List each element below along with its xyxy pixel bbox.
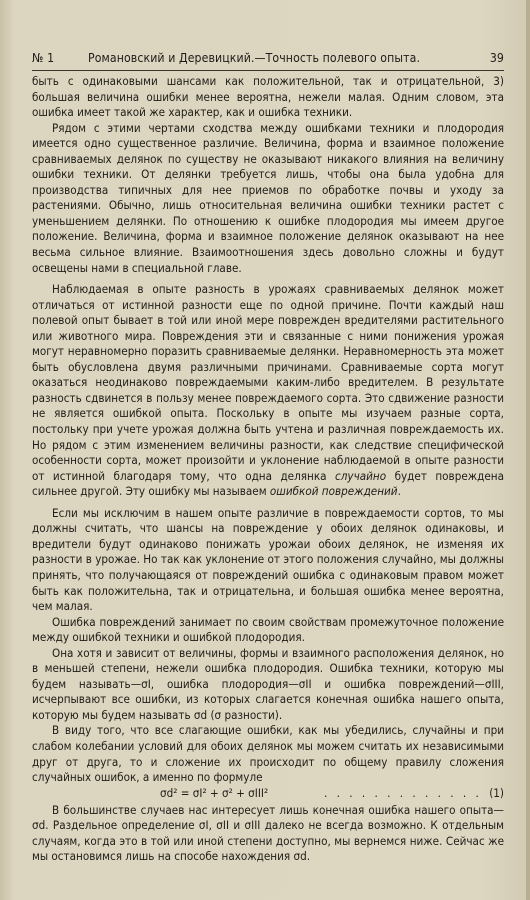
paragraph: Ошибка повреждений занимает по своим свойствам промежуточное положение между ошибкой техники и ошибкой плодородия.: [32, 614, 504, 645]
running-title: Романовский и Деревицкий.—Точность полевого опыта.: [88, 51, 421, 65]
issue-number: № 1: [32, 51, 55, 65]
paragraph: Она хотя и зависит от величины, формы и взаимного расположения делянок, но в меньшей степени, нежели ошибка плодородия. Ошибка техники, которую мы будем называть—σI, ошибка плодородия—σII и ошибка повреждений—σIII, исчерпывают все ошибки, из которых слагается конечная ошибка нашего опыта, которую мы будем называть σd (σ разности).: [32, 645, 504, 722]
paragraph-text: .: [397, 484, 401, 499]
body-text: [32, 74, 504, 865]
page-number: 39: [489, 51, 504, 65]
formula-expression: σd² = σI² + σ² + σIII²: [160, 785, 269, 800]
running-header: [32, 48, 504, 71]
formula-number: (1): [489, 785, 504, 800]
paragraph: Если мы исключим в нашем опыте различие в повреждаемости сортов, то мы должны считать, что шансы на повреждение у обоих делянок одинаковы, и вредители будут одинаково понижать урожаи обоих делянок, не изменяя их разности в урожае. Но так как уклонение от этого положения случайно, мы должны принять, что получающаяся от повреждений ошибка с одинаковым правом может быть как положительна, так и отрицательна, и большая ошибка менее вероятна, чем малая.: [32, 505, 504, 614]
paragraph: В виду того, что все слагающие ошибки, как мы убедились, случайны и при слабом колебании условий для обоих делянок мы можем считать их независимыми друг от друга, то и сложение их происходит по общему правилу сложения случайных ошибок, а именно по формуле: [32, 723, 504, 785]
paragraph-text: будет повреждена сильнее другой. Эту ошибку мы называем: [32, 468, 504, 499]
formula-dots: . . . . . . . . . . . . .: [324, 785, 482, 800]
paragraph-text: Наблюдаемая в опыте разность в урожаях сравниваемых делянок может отличаться от истинной разности еще по одной причине. Почти каждый наш полевой опыт бывает в той или иной мере поврежден вредителями растительного или животного мира. Повреждения эти и связанные с ними понижения урожая могут неравномерно поразить сравниваемые делянки. Неравномерность эта может быть обусловлена двумя различными причинами. Сравниваемые сорта могут оказаться неодинаково повреждаемыми каким-либо вредителем. В результате разность сдвинется в пользу менее повреждаемого сорта. Это сдвижение разности не является ошибкой опыта. Поскольку в опыте мы изучаем разные сорта, постольку при учете урожая должна быть учтена и различная повреждаемость их. Но рядом с этим изменением величины разности, как следствие специфической особенности сорта, может произойти и уклонение наблюдаемой в опыте разности от истинной благодаря тому, что одна делянка: [32, 282, 504, 483]
paragraph: Рядом с этими чертами сходства между ошибками техники и плодородия имеется одно существенное различие. Величина, форма и взаимное положение сравниваемых делянок по существу не оказывают никакого влияния на величину ошибки техники. От делянки требуется лишь, чтобы она была удобна для производства типичных для нее приемов по обработке почвы и уходу за растениями. Обычно, лишь относительная величина ошибки техники растет с уменьшением делянки. По отношению к ошибке плодородия мы имеем другое положение. Величина, форма и взаимное положение делянок оказывают на нее весьма сильное влияние. Взаимоотношения здесь довольно сложны и будут освещены нами в специальной главе.: [32, 120, 504, 275]
emphasis: ошибкой повреждений: [269, 484, 398, 499]
page-edge: [526, 0, 530, 900]
formula-1: [32, 786, 504, 803]
paragraph: В большинстве случаев нас интересует лишь конечная ошибка нашего опыта—σd. Раздельное определение σI, σII и σIII далеко не всегда возможно. К отдельным случаям, когда это в той или иной степени доступно, мы вернемся ниже. Сейчас же мы остановимся лишь на способе нахождения σd.: [32, 802, 504, 864]
paragraph: [32, 282, 504, 500]
paragraph: быть с одинаковыми шансами как положительной, так и отрицательной, 3) большая величина ошибки менее вероятна, нежели малая. Одним словом, эта ошибка имеет такой же характер, как и ошибка техники.: [32, 74, 504, 120]
emphasis: случайно: [335, 468, 387, 483]
